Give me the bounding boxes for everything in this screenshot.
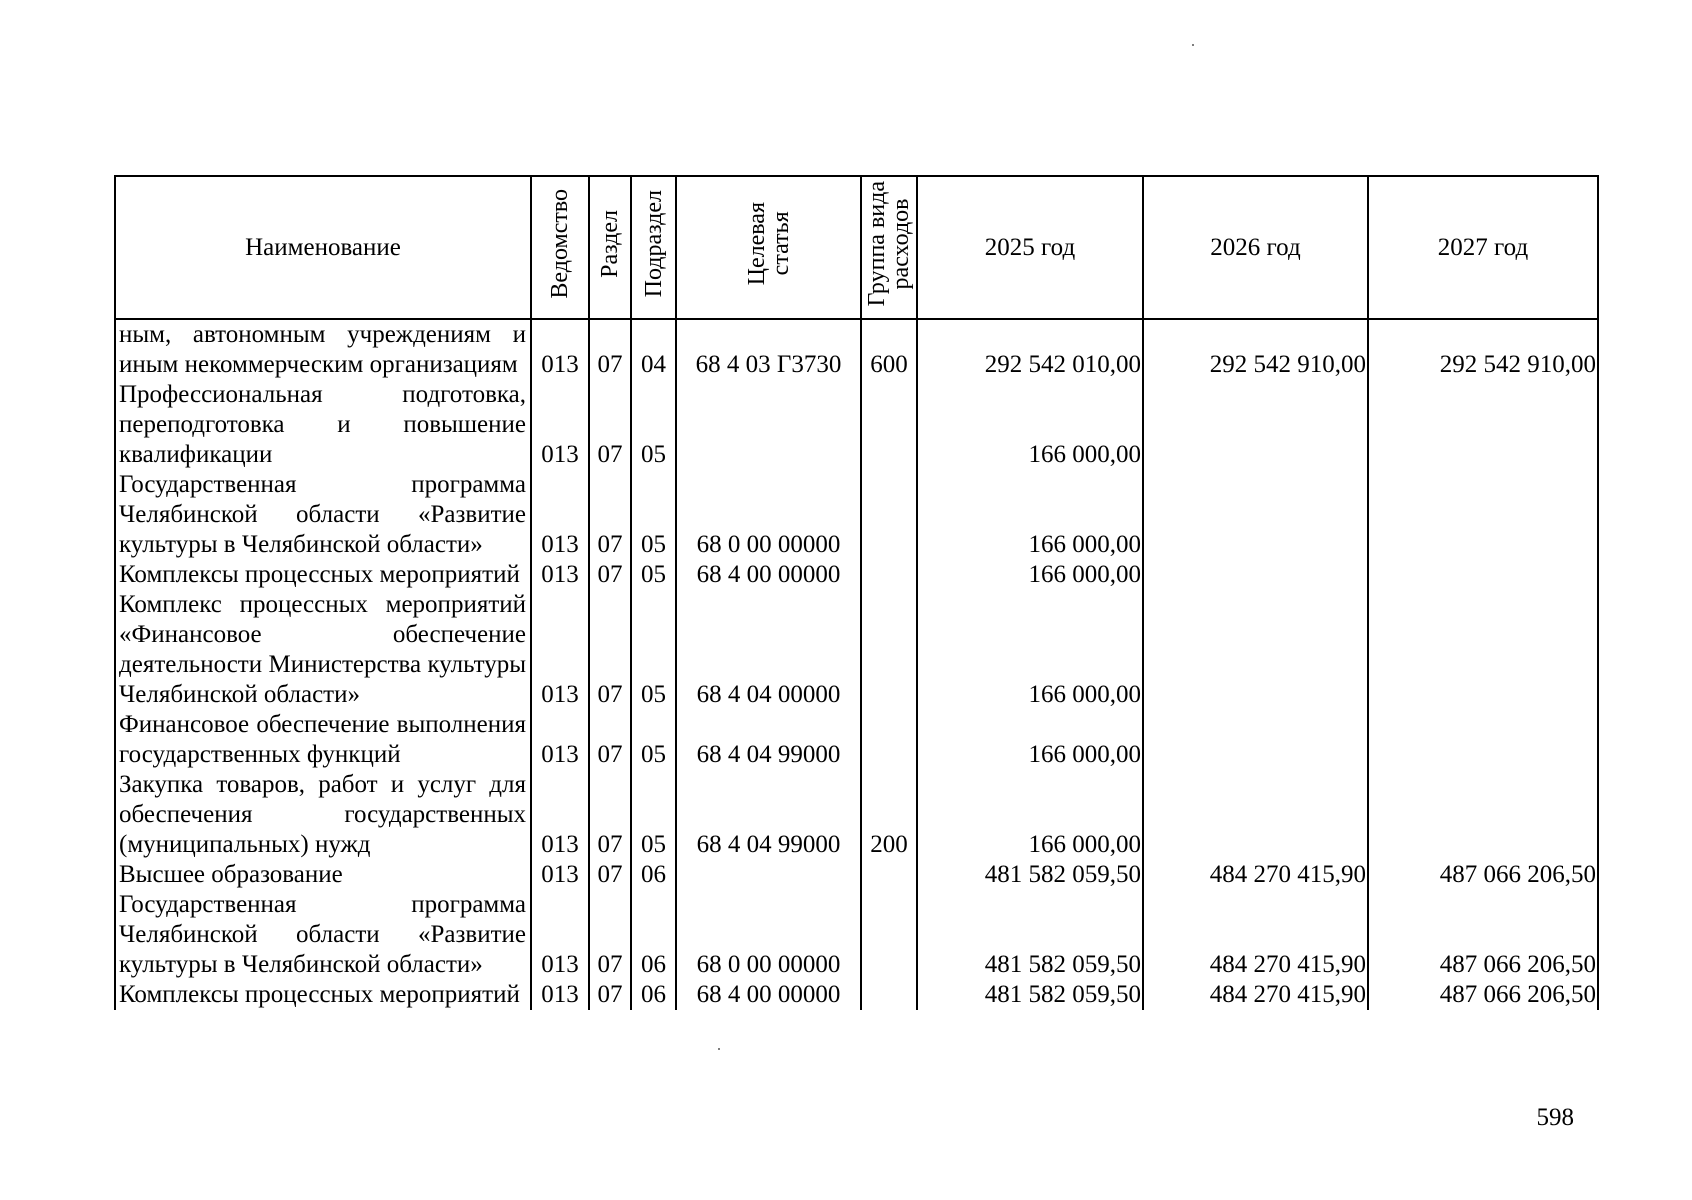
header-department: Ведомство [531, 176, 589, 319]
row-section: 07 [589, 890, 631, 980]
row-amount-2026 [1143, 590, 1368, 710]
row-amount-2025: 481 582 059,50 [917, 980, 1143, 1010]
page-number: 598 [1536, 1104, 1574, 1131]
header-expense-group: Группа вида расходов [861, 176, 917, 319]
row-name: Высшее образование [115, 860, 531, 890]
table-row [115, 860, 1598, 890]
row-expense-group [861, 860, 917, 890]
row-expense-group [861, 980, 917, 1010]
row-amount-2026 [1143, 560, 1368, 590]
row-amount-2027 [1368, 590, 1598, 710]
header-year-2025: 2025 год [917, 176, 1143, 319]
row-department: 013 [531, 470, 589, 560]
row-name: Комплексы процессных мероприятий [115, 980, 531, 1010]
row-target-article: 68 0 00 00000 [676, 470, 861, 560]
row-department: 013 [531, 710, 589, 770]
row-target-article: 68 4 04 00000 [676, 590, 861, 710]
row-amount-2027 [1368, 470, 1598, 560]
header-target-article: Целевая статья [676, 176, 861, 319]
row-amount-2026 [1143, 710, 1368, 770]
row-expense-group [861, 890, 917, 980]
row-section: 07 [589, 770, 631, 860]
row-subsection: 06 [631, 860, 676, 890]
table-row [115, 380, 1598, 470]
row-amount-2026: 484 270 415,90 [1143, 890, 1368, 980]
row-target-article: 68 4 04 99000 [676, 770, 861, 860]
row-section: 07 [589, 560, 631, 590]
row-amount-2025: 166 000,00 [917, 560, 1143, 590]
row-section: 07 [589, 380, 631, 470]
row-amount-2027: 487 066 206,50 [1368, 890, 1598, 980]
row-target-article: 68 4 04 99000 [676, 710, 861, 770]
row-amount-2027 [1368, 560, 1598, 590]
header-name: Наименование [115, 176, 531, 319]
row-target-article [676, 860, 861, 890]
row-expense-group [861, 710, 917, 770]
table-row [115, 710, 1598, 770]
table-row [115, 590, 1598, 710]
row-amount-2025: 292 542 010,00 [917, 319, 1143, 380]
row-subsection: 05 [631, 590, 676, 710]
row-amount-2027: 487 066 206,50 [1368, 980, 1598, 1010]
scan-speck [718, 1048, 720, 1050]
budget-table [114, 175, 1599, 1010]
table-row [115, 470, 1598, 560]
row-amount-2025: 166 000,00 [917, 590, 1143, 710]
row-expense-group: 200 [861, 770, 917, 860]
row-amount-2026 [1143, 380, 1368, 470]
row-subsection: 05 [631, 380, 676, 470]
row-name: Закупка товаров, работ и услуг для обеспечения государственных (муниципальных) нужд [115, 770, 531, 860]
row-department: 013 [531, 890, 589, 980]
row-department: 013 [531, 860, 589, 890]
row-section: 07 [589, 319, 631, 380]
row-amount-2027 [1368, 380, 1598, 470]
row-amount-2026: 484 270 415,90 [1143, 860, 1368, 890]
row-expense-group: 600 [861, 319, 917, 380]
row-name: Финансовое обеспечение выполнения государственных функций [115, 710, 531, 770]
row-section: 07 [589, 710, 631, 770]
header-subsection: Подраздел [631, 176, 676, 319]
row-amount-2027 [1368, 770, 1598, 860]
row-target-article: 68 0 00 00000 [676, 890, 861, 980]
row-section: 07 [589, 470, 631, 560]
row-subsection: 05 [631, 470, 676, 560]
scan-speck [1192, 44, 1194, 46]
row-amount-2025: 481 582 059,50 [917, 860, 1143, 890]
row-department: 013 [531, 560, 589, 590]
table-row [115, 560, 1598, 590]
row-amount-2027: 292 542 910,00 [1368, 319, 1598, 380]
row-subsection: 06 [631, 980, 676, 1010]
row-subsection: 05 [631, 560, 676, 590]
row-amount-2025: 166 000,00 [917, 380, 1143, 470]
row-department: 013 [531, 380, 589, 470]
table-row [115, 319, 1598, 380]
row-amount-2027 [1368, 710, 1598, 770]
table-row [115, 980, 1598, 1010]
row-amount-2025: 481 582 059,50 [917, 890, 1143, 980]
row-name: ным, автономным учреждениям и иным некоммерческим организациям [115, 319, 531, 380]
row-amount-2025: 166 000,00 [917, 770, 1143, 860]
row-name: Государственная программа Челябинской области «Развитие культуры в Челябинской области» [115, 890, 531, 980]
row-amount-2027: 487 066 206,50 [1368, 860, 1598, 890]
row-name: Профессиональная подготовка, переподготовка и повышение квалификации [115, 380, 531, 470]
table-row [115, 890, 1598, 980]
row-subsection: 05 [631, 770, 676, 860]
row-target-article: 68 4 03 Г3730 [676, 319, 861, 380]
row-name: Комплекс процессных мероприятий «Финансовое обеспечение деятельности Министерства культуры Челябинской области» [115, 590, 531, 710]
row-target-article [676, 380, 861, 470]
header-year-2027: 2027 год [1368, 176, 1598, 319]
row-subsection: 06 [631, 890, 676, 980]
row-expense-group [861, 560, 917, 590]
row-section: 07 [589, 860, 631, 890]
table-row [115, 770, 1598, 860]
table-body [115, 319, 1598, 1010]
row-amount-2026 [1143, 770, 1368, 860]
row-section: 07 [589, 590, 631, 710]
row-amount-2025: 166 000,00 [917, 470, 1143, 560]
row-section: 07 [589, 980, 631, 1010]
row-expense-group [861, 470, 917, 560]
row-expense-group [861, 590, 917, 710]
header-section: Раздел [589, 176, 631, 319]
row-department: 013 [531, 319, 589, 380]
row-target-article: 68 4 00 00000 [676, 980, 861, 1010]
row-amount-2026 [1143, 470, 1368, 560]
row-amount-2025: 166 000,00 [917, 710, 1143, 770]
row-target-article: 68 4 00 00000 [676, 560, 861, 590]
row-department: 013 [531, 980, 589, 1010]
row-subsection: 05 [631, 710, 676, 770]
row-name: Комплексы процессных мероприятий [115, 560, 531, 590]
row-name: Государственная программа Челябинской области «Развитие культуры в Челябинской области» [115, 470, 531, 560]
row-department: 013 [531, 770, 589, 860]
header-year-2026: 2026 год [1143, 176, 1368, 319]
row-expense-group [861, 380, 917, 470]
row-department: 013 [531, 590, 589, 710]
row-subsection: 04 [631, 319, 676, 380]
row-amount-2026: 292 542 910,00 [1143, 319, 1368, 380]
table-header [115, 176, 1598, 319]
row-amount-2026: 484 270 415,90 [1143, 980, 1368, 1010]
